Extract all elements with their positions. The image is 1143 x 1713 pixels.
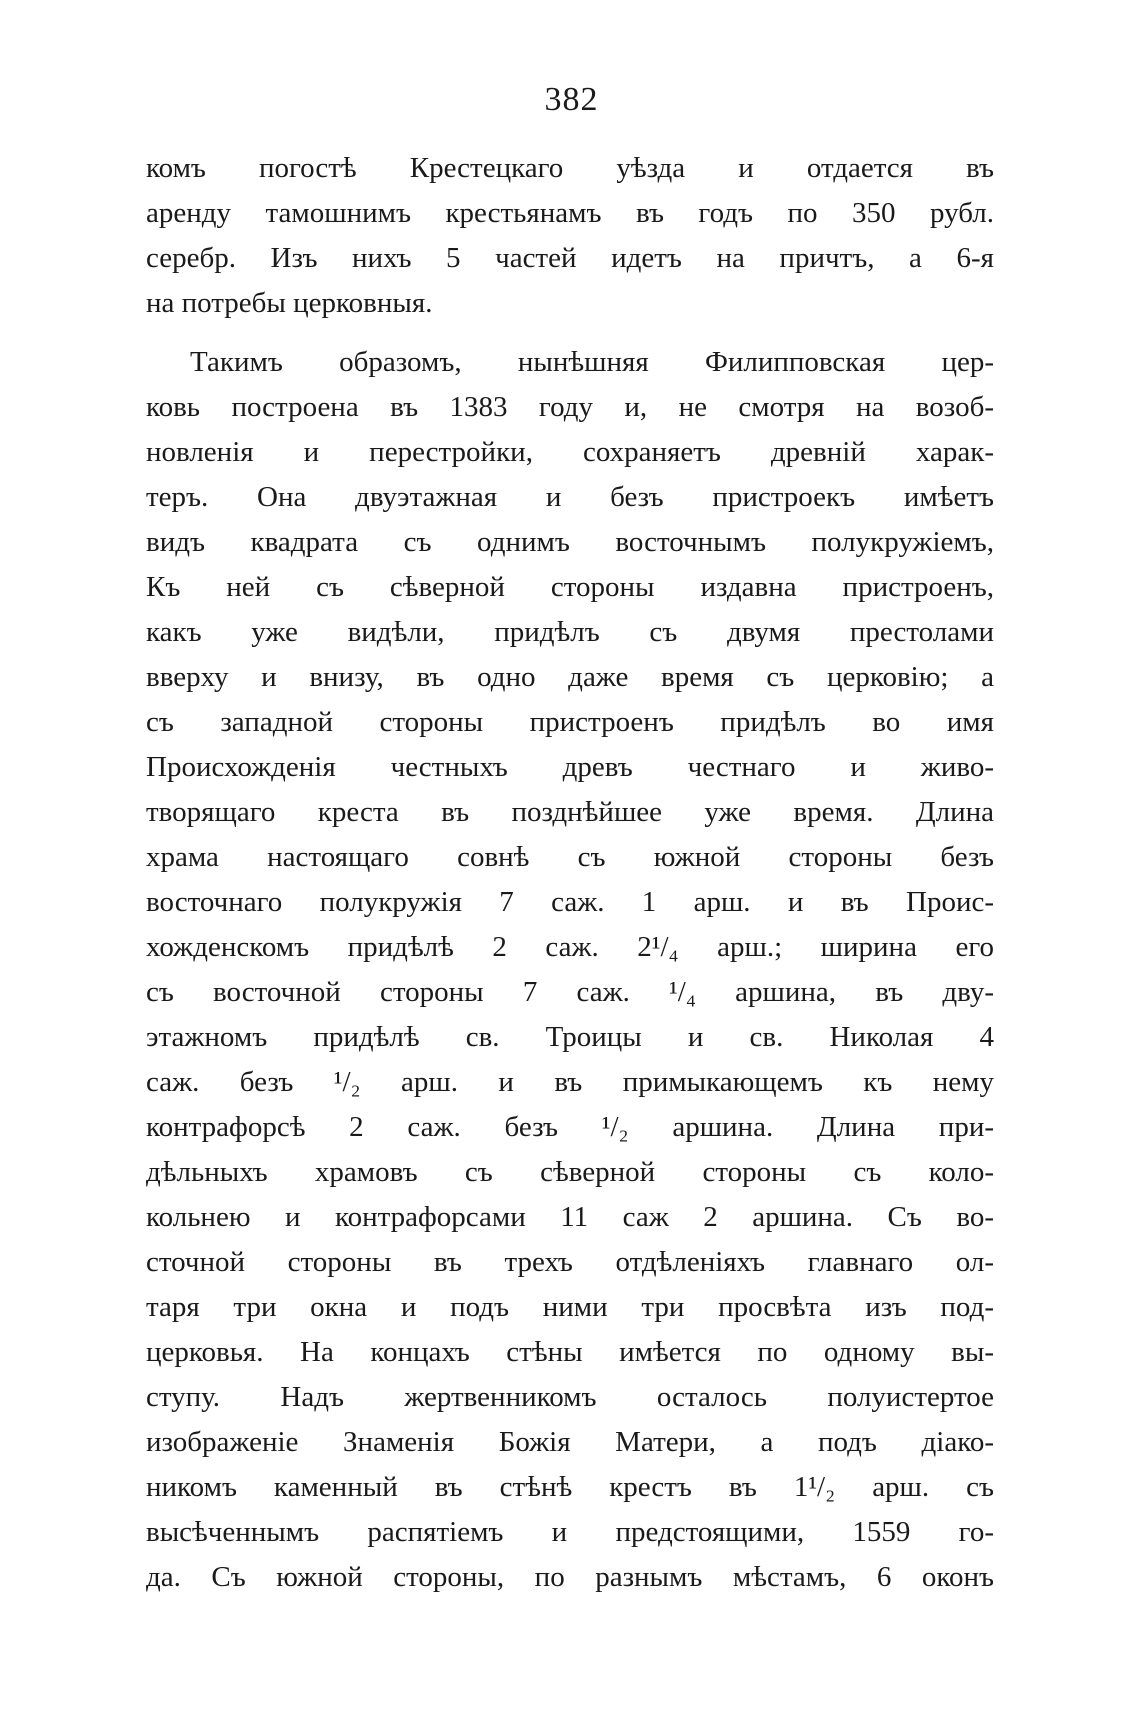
text-line: Такимъ образомъ, нынѣшняя Филипповская цер-	[190, 346, 994, 378]
text-line: сточной стороны въ трехъ отдѣленіяхъ главнаго ол-	[146, 1246, 994, 1278]
text-line: саж. безъ ¹/₂ арш. и въ примыкающемъ къ нему	[146, 1066, 994, 1098]
text-line: серебр. Изъ нихъ 5 частей идетъ на причтъ, а 6-я	[146, 242, 994, 274]
text-line: вверху и внизу, въ одно даже время съ церковію; а	[146, 661, 994, 693]
paragraph-2	[146, 340, 994, 1600]
text-line: на потребы церковныя.	[146, 287, 433, 319]
text-line: изображеніе Знаменія Божія Матери, а подъ діако-	[146, 1426, 994, 1458]
text-line: хожденскомъ придѣлѣ 2 саж. 2¹/₄ арш.; ширина его	[146, 931, 994, 963]
page-number: 382	[544, 81, 599, 118]
text-line: какъ уже видѣли, придѣлъ съ двумя престолами	[146, 616, 994, 648]
text-line: ступу. Надъ жертвенникомъ осталось полуистертое	[146, 1381, 994, 1413]
text-line: ковь построена въ 1383 году и, не смотря на возоб-	[146, 391, 994, 423]
text-line: теръ. Она двуэтажная и безъ пристроекъ имѣетъ	[146, 481, 994, 513]
text-line: да. Съ южной стороны, по разнымъ мѣстамъ, 6 оконъ	[146, 1561, 994, 1593]
text-line: кольнею и контрафорсами 11 саж 2 аршина. Съ во-	[146, 1201, 994, 1233]
text-line: Происхожденія честныхъ древъ честнаго и живо-	[146, 751, 994, 783]
text-line: восточнаго полукружія 7 саж. 1 арш. и въ Проис-	[146, 886, 994, 918]
text-line: этажномъ придѣлѣ св. Троицы и св. Николая 4	[146, 1021, 994, 1053]
paragraph-1	[146, 146, 994, 326]
text-line: никомъ каменный въ стѣнѣ крестъ въ 1¹/₂ арш. съ	[146, 1471, 994, 1503]
text-line: комъ погостѣ Крестецкаго уѣзда и отдается въ	[146, 152, 994, 184]
text-line: творящаго креста въ позднѣйшее уже время. Длина	[146, 796, 994, 828]
text-line: аренду тамошнимъ крестьянамъ въ годъ по 350 рубл.	[146, 197, 994, 229]
text-line: высѣченнымъ распятіемъ и предстоящими, 1559 го-	[146, 1516, 994, 1548]
text-line: контрафорсѣ 2 саж. безъ ¹/₂ аршина. Длина при-	[146, 1111, 994, 1143]
text-line: видъ квадрата съ однимъ восточнымъ полукружіемъ,	[146, 526, 994, 558]
body-text	[146, 146, 994, 1600]
text-line: церковья. На концахъ стѣны имѣется по одному вы-	[146, 1336, 994, 1368]
text-line: съ восточной стороны 7 саж. ¹/₄ аршина, въ дву-	[146, 976, 994, 1008]
text-line: Къ ней съ сѣверной стороны издавна пристроенъ,	[146, 571, 994, 603]
text-line: храма настоящаго совнѣ съ южной стороны безъ	[146, 841, 994, 873]
paragraph-gap	[146, 326, 994, 340]
text-line: дѣльныхъ храмовъ съ сѣверной стороны съ коло-	[146, 1156, 994, 1188]
text-line: новленія и перестройки, сохраняетъ древній харак-	[146, 436, 994, 468]
text-line: съ западной стороны пристроенъ придѣлъ во имя	[146, 706, 994, 738]
text-line: таря три окна и подъ ними три просвѣта изъ под-	[146, 1291, 994, 1323]
